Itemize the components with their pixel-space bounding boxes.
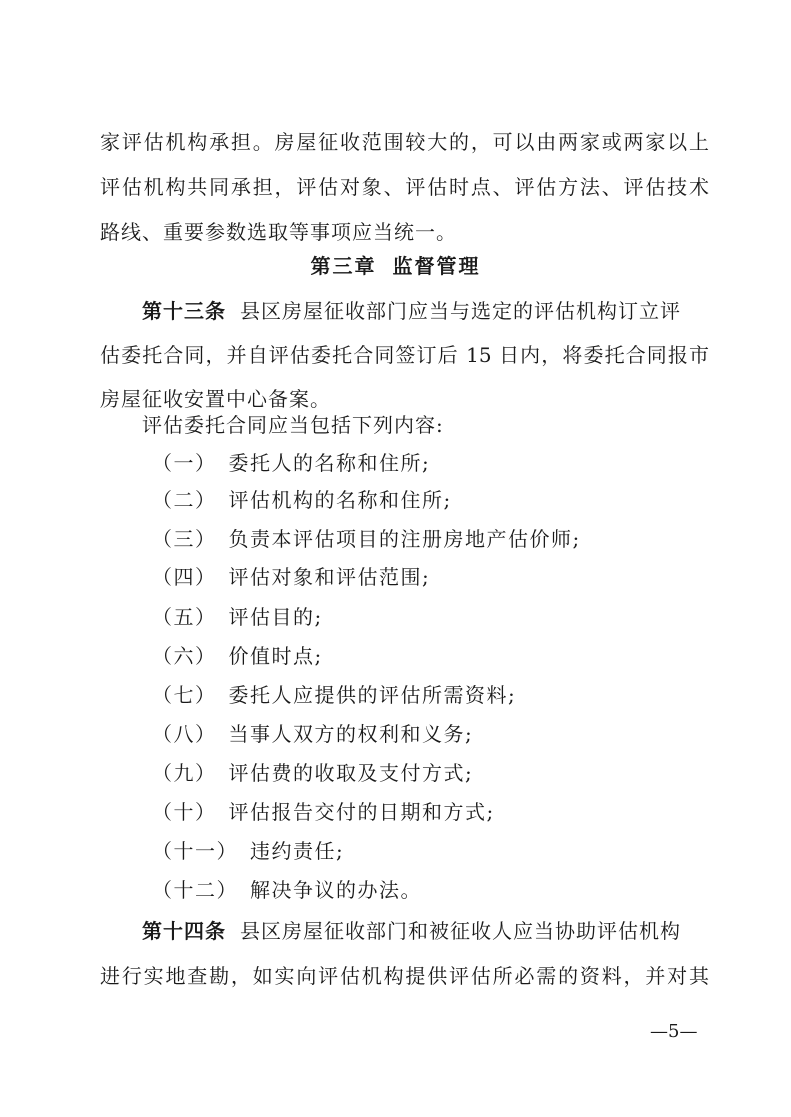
list-item-text: 评估对象和评估范围; (228, 565, 431, 589)
list-item-text: 价值时点; (228, 644, 323, 668)
list-item (152, 798, 495, 826)
chapter-heading (0, 252, 791, 280)
page-number: —5— (650, 1021, 698, 1042)
list-item-text: 评估机构的名称和住所; (228, 488, 452, 512)
list-item (152, 486, 452, 514)
list-item-text: 评估费的收取及支付方式; (228, 761, 474, 785)
list-item (152, 642, 323, 670)
body-text-line: 家评估机构承担。房屋征收范围较大的，可以由两家或两家以上 (100, 130, 709, 154)
list-item (152, 525, 581, 553)
list-item (152, 449, 430, 477)
list-item (152, 603, 323, 631)
chapter-title: 监督管理 (392, 254, 481, 278)
list-item-text: 负责本评估项目的注册房地产估价师; (228, 527, 581, 551)
list-item-number: （五） (152, 605, 217, 629)
list-item-text: 评估报告交付的日期和方式; (228, 800, 495, 824)
list-item-text: 委托人应提供的评估所需资料; (228, 683, 517, 707)
list-item-number: （一） (152, 451, 217, 475)
article-14-first-line (142, 917, 681, 945)
list-item (152, 837, 344, 865)
article-13-first-line (142, 297, 681, 325)
list-item-text: 当事人双方的权利和义务; (228, 722, 474, 746)
list-item-text: 违约责任; (250, 839, 345, 863)
article-label: 第十四条 (142, 919, 226, 943)
list-item-text: 评估目的; (228, 605, 323, 629)
list-item-number: （二） (152, 488, 217, 512)
article-text: 县区房屋征收部门和被征收人应当协助评估机构 (240, 919, 681, 943)
list-item (152, 876, 422, 904)
list-item-number: （十一） (152, 839, 238, 863)
body-text-line: 进行实地查勘，如实向评估机构提供评估所必需的资料，并对其 (100, 964, 709, 988)
list-item (152, 720, 473, 748)
body-text-line: 房屋征收安置中心备案。 (100, 387, 331, 411)
list-item-number: （四） (152, 565, 217, 589)
list-intro: 评估委托合同应当包括下列内容: (142, 413, 444, 437)
list-item-text: 解决争议的办法。 (250, 878, 422, 902)
list-item-number: （三） (152, 527, 217, 551)
list-item (152, 759, 473, 787)
list-item-number: （六） (152, 644, 217, 668)
list-item (152, 563, 430, 591)
list-item-number: （九） (152, 761, 217, 785)
body-text-line: 路线、重要参数选取等事项应当统一。 (100, 220, 457, 244)
list-item-number: （七） (152, 683, 217, 707)
body-text-line: 评估机构共同承担，评估对象、评估时点、评估方法、评估技术 (100, 175, 709, 199)
list-item-number: （十） (152, 800, 217, 824)
article-text: 县区房屋征收部门应当与选定的评估机构订立评 (240, 299, 681, 323)
body-text-line: 估委托合同，并自评估委托合同签订后 15 日内，将委托合同报市 (100, 343, 709, 367)
list-item-text: 委托人的名称和住所; (228, 451, 431, 475)
list-item-number: （八） (152, 722, 217, 746)
list-item (152, 681, 516, 709)
chapter-number: 第三章 (310, 254, 377, 278)
article-label: 第十三条 (142, 299, 226, 323)
list-item-number: （十二） (152, 878, 238, 902)
